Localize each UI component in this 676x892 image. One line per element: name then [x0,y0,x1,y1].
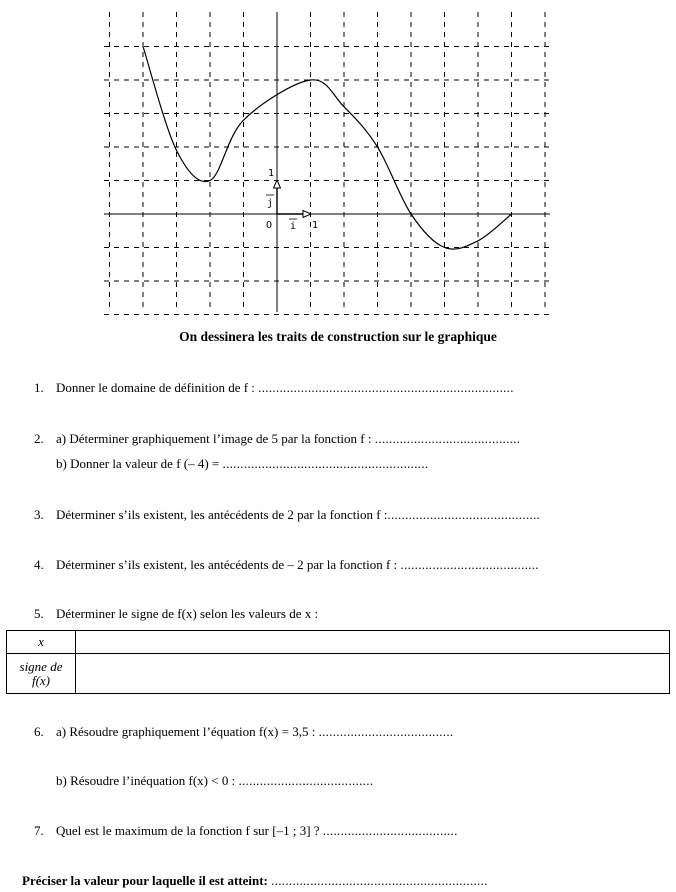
j-vector-label: j [267,198,274,209]
sign-table-sign-cell[interactable] [76,654,670,694]
question-number: 5. [34,606,44,621]
final-question [22,873,488,889]
answer-line[interactable]: ............................................................. [271,873,488,888]
question-6a [34,724,453,740]
final-text: Préciser la valeur pour laquelle il est atteint: [22,873,272,888]
answer-line[interactable]: ...................................... [238,773,374,788]
answer-line[interactable]: ......................................... [374,431,521,446]
question-text: b) Donner la valeur de f (– 4) = [56,456,223,471]
i-arrowhead-icon [303,211,311,218]
origin-label: O [266,220,273,231]
question-number: 6. [34,724,44,739]
x-unit-label: 1 [312,220,319,231]
answer-line[interactable]: ....................................... [400,557,539,572]
sign-header-line2: f(x) [31,672,51,688]
answer-line[interactable]: ...................................... [318,724,454,739]
question-2a [34,431,520,447]
answer-line[interactable]: ........................................... [387,507,541,522]
question-number: 4. [34,557,44,572]
answer-line[interactable]: ...................................... [322,823,458,838]
question-number: 1. [34,380,44,395]
question-4 [34,557,539,573]
question-text: Déterminer s’ils existent, les antécédents de – 2 par la fonction f : [56,557,401,572]
question-number: 3. [34,507,44,522]
question-5 [34,606,318,622]
question-text: Quel est le maximum de la fonction f sur [–1 ; 3] ? [56,823,323,838]
function-graph [0,0,676,320]
sign-header-line1: signe de [19,658,63,674]
question-text: Donner le domaine de définition de f : [56,380,259,395]
answer-line[interactable]: .......................................................... [222,456,429,471]
question-text: a) Déterminer graphiquement l’image de 5 par la fonction f : [56,431,375,446]
question-text: Déterminer le signe de f(x) selon les valeurs de x : [56,606,319,621]
sign-table-x-header: x [7,631,76,654]
question-3 [34,507,540,523]
question-text: b) Résoudre l’inéquation f(x) < 0 : [56,773,239,788]
dashed-grid [104,12,550,315]
instruction-heading: On dessinera les traits de construction sur le graphique [179,329,497,344]
function-curve [143,47,512,250]
question-1 [34,380,514,396]
sign-table-x-cell[interactable] [76,631,670,654]
i-vector-label: i [290,221,297,232]
answer-line[interactable]: ........................................................................ [258,380,514,395]
y-unit-label: 1 [268,168,275,179]
sign-table-sign-header [7,654,76,694]
question-number: 2. [34,431,44,446]
sign-table [6,630,670,694]
j-arrowhead-icon [274,180,281,188]
question-2b [34,456,428,472]
question-text: a) Résoudre graphiquement l’équation f(x) = 3,5 : [56,724,319,739]
question-7 [34,823,458,839]
question-6b [34,773,373,789]
question-text: Déterminer s’ils existent, les antécédents de 2 par la fonction f : [56,507,388,522]
question-number: 7. [34,823,44,838]
